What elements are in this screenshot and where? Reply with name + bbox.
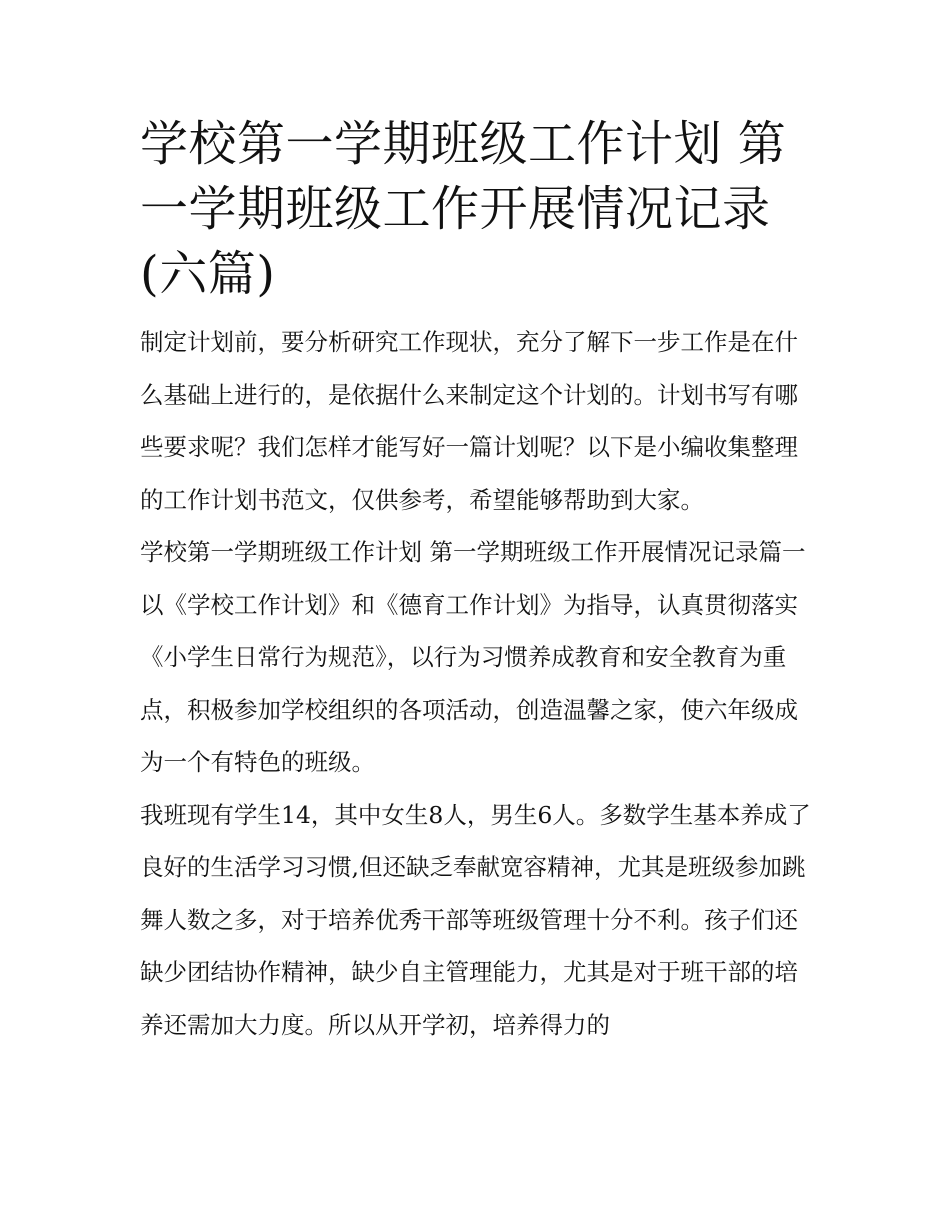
document-page [140,112,812,1051]
intro-paragraph: 制定计划前，要分析研究工作现状，充分了解下一步工作是在什么基础上进行的，是依据什么来制定这个计划的。计划书写有哪些要求呢？我们怎样才能写好一篇计划呢？以下是小编收集整理的工作计划书范文，仅供参考，希望能够帮助到大家。 [140,328,798,514]
document-title: 学校第一学期班级工作计划 第一学期班级工作开展情况记录(六篇) [140,116,787,302]
section-heading: 学校第一学期班级工作计划 第一学期班级工作开展情况记录篇一 [140,538,806,566]
document-body [140,316,812,1051]
guidance-paragraph: 以《学校工作计划》和《德育工作计划》为指导，认真贯彻落实《小学生日常行为规范》，以行为习惯养成教育和安全教育为重点，积极参加学校组织的各项活动，创造温馨之家，使六年级成为一个有特色的班级。 [140,590,798,776]
class-status-paragraph: 我班现有学生14，其中女生8人，男生6人。多数学生基本养成了良好的生活学习习惯,但还缺乏奉献宽容精神，尤其是班级参加跳舞人数之多，对于培养优秀干部等班级管理十分不利。孩子们还缺少团结协作精神，缺少自主管理能力，尤其是对于班干部的培养还需加大力度。所以从开学初，培养得力的 [140,800,811,1039]
